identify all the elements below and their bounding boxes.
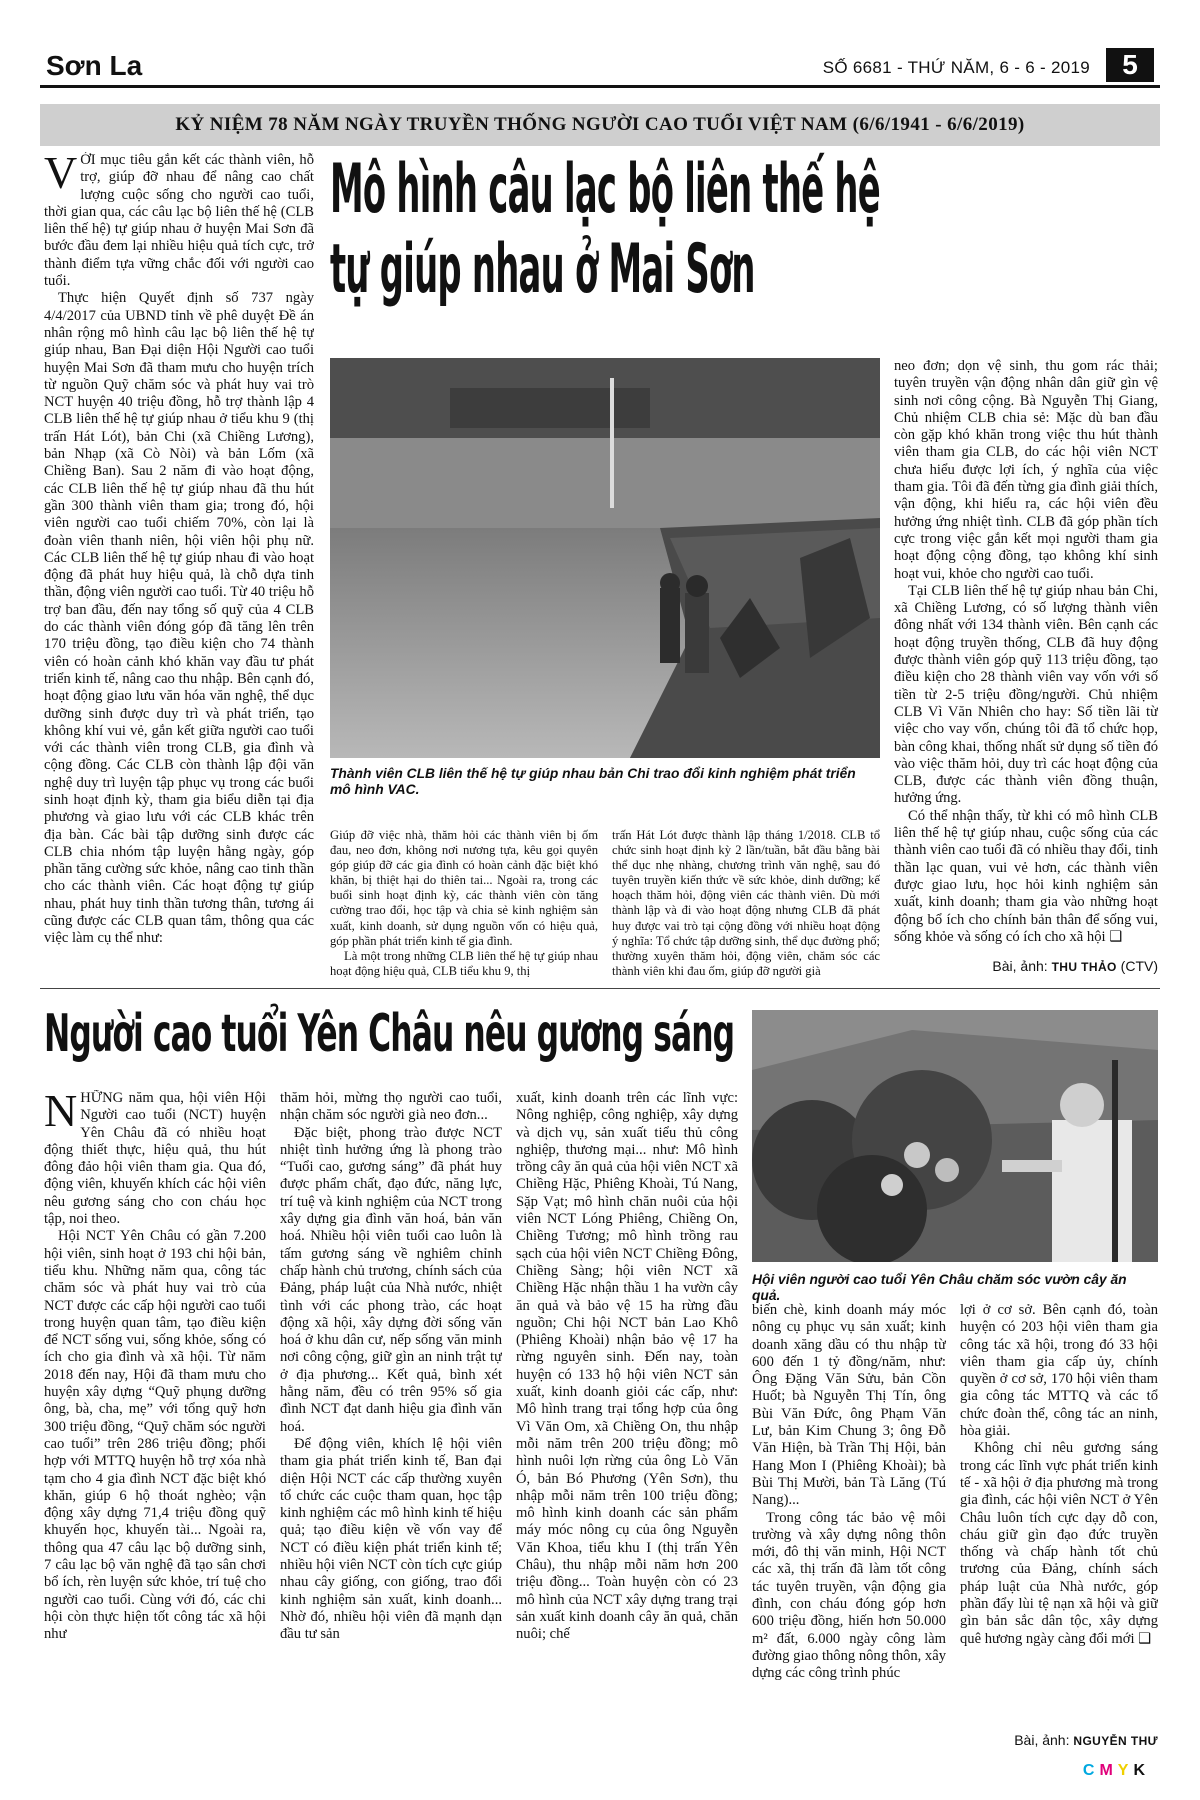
- article2-col1: [44, 1090, 266, 1754]
- title-line: tự giúp nhau ở Mai Sơn: [330, 230, 755, 309]
- paragraph: Trong công tác bảo vệ môi trường và xây dựng nông thôn mới, đô thị văn minh, Hội NCT các xã, thị trấn đã làm tốt công tác tuyên truyền, vận động gia đình, con cháu đóng góp hơn 600 triệu đồng, hiến hơn 50.000 m² đất, 6.000 ngày công làm đường giao thông nông thôn, xây dựng các công trình phúc: [752, 1509, 946, 1682]
- paragraph: Giúp đỡ việc nhà, thăm hỏi các thành viên bị ốm đau, neo đơn, không nơi nương tựa, kêu gọi quyên góp giúp đỡ các gia đình có hoàn cảnh đặc biệt khó khăn, bị thiệt hại do thiên tai... Ngoài ra, trong các buổi sinh hoạt định kỳ, các thành viên còn tăng cường trao đổi, học tập và chia sẻ kinh nghiệm sản xuất, kinh doanh, sử dụng nguồn vốn có hiệu quả, góp phần phát triển kinh tế gia đình.: [330, 828, 598, 948]
- article2-photo: [752, 1010, 1158, 1262]
- paragraph: Đặc biệt, phong trào được NCT nhiệt tình hưởng ứng là phong trào “Tuổi cao, gương sáng” đã phát huy được phẩm chất, đạo đức, năng lực, trí tuệ và kinh nghiệm của NCT trong xây dựng gia đình văn hoá, bản văn hoá. Nhiều hội viên tuổi cao luôn là tấm gương sáng về nghiêm chỉnh chấp hành chủ trương, chính sách của Đảng, pháp luật của Nhà nước, nhiệt tình với các phong trào, các hoạt động xã hội, xây dựng đời sống văn hoá ở khu dân cư, nếp sống văn minh nơi công cộng, giữ gìn an ninh trật tự ở địa phương... Kết quả, bình xét hằng năm, đều có trên 95% số gia đình NCT đạt danh hiệu gia đình văn hoá.: [280, 1124, 502, 1435]
- article2-col3: [516, 1090, 738, 1754]
- cmyk-y: Y: [1117, 1762, 1134, 1779]
- paragraph: biến chè, kinh doanh máy móc nông cụ phục vụ sản xuất; kinh doanh xăng dầu có thu nhập từ 600 đến 1 tỷ đồng/năm, như: Ông Đặng Văn Sửu, bản Cồn Huốt; bà Nguyễn Thị Tín, ông Bùi Văn Đức, ông Phạm Văn Lư, bản Kim Chung 3; ông Đỗ Văn Hiện, bà Trần Thị Hội, bản Hang Mon I (Phiêng Khoài); bà Bùi Thị Mười, bản Tà Lăng (Tú Nang)...: [752, 1302, 946, 1509]
- paragraph: Tại CLB liên thế hệ tự giúp nhau bản Chi, xã Chiềng Lương, có số lượng thành viên đông nhất với 134 thành viên. Bên cạnh các hoạt động truyền thống, CLB đã huy động được thành viên góp quỹ 113 triệu đồng, tạo điều kiện cho 28 thành viên vay vốn với số tiền từ 2-5 triệu đồng/người. Chủ nhiệm CLB Vì Văn Nhiên cho hay: Số tiền lãi từ việc cho vay vốn, chúng tôi đã tổ chức họp, bàn công khai, thống nhất sử dụng số tiền đó vào việc thăm hỏi, duy trì các hoạt động của CLB, được các thành viên đồng thuận, hưởng ứng.: [894, 582, 1158, 807]
- article2-title: Người cao tuổi Yên Châu nêu gương sáng: [44, 1004, 735, 1064]
- byline-author: NGUYỄN THƯ: [1073, 1734, 1158, 1748]
- section-name: Sơn La: [46, 50, 143, 81]
- article1-col3: [612, 828, 880, 978]
- article2-col4: [752, 1302, 946, 1754]
- page-header: [40, 40, 1160, 88]
- title-line: Mô hình câu lạc bộ liên thế hệ: [330, 150, 880, 229]
- cmyk-k: K: [1133, 1762, 1150, 1779]
- cmyk-m: M: [1099, 1762, 1118, 1779]
- paragraph: xuất, kinh doanh trên các lĩnh vực: Nông nghiệp, công nghiệp, xây dựng và dịch vụ, sản xuất tiểu thủ công nghiệp, thương mại... như: Mô hình trồng cây ăn quả của hội viên NCT xã Chiềng Hặc, Phiêng Khoài, Tú Nang, Sặp Vạt; mô hình chăn nuôi của hội viên NCT Lóng Phiêng, Chiềng On, Chiềng Tương; mô hình trồng rau sạch của hội viên NCT Chiềng Đông, Chiềng Sàng; hội viên NCT xã Chiềng Hặc nhận thầu 1 ha vườn cây ăn quả và bảo vệ 15 ha rừng đầu nguồn; Chi hội NCT bản Lao Khô (Phiêng Khoài) nhận bảo vệ 17 ha rừng nguyên sinh. Đến nay, toàn huyện có 133 hộ hội viên NCT sản xuất, kinh doanh giỏi các cấp, như: Mô hình trang trại tổng hợp của ông Vì Văn Om, xã Chiềng On, thu nhập mỗi năm trên 200 triệu đồng; mô hình nuôi lợn rừng của ông Lò Văn Ó, bản Bó Phương (Yên Sơn), thu nhập mỗi năm trên 100 triệu đồng; mô hình kinh doanh các sản phẩm máy móc nông cụ của ông Nguyễn Văn Khoa, tiểu khu I (thị trấn Yên Châu), thu nhập mỗi năm hơn 200 triệu đồng... Toàn huyện còn có 23 mô hình của NCT xây dựng trang trại sản xuất kinh doanh cây ăn quả, chăn nuôi; chế: [516, 1090, 738, 1643]
- paragraph: ỚI mục tiêu gắn kết các thành viên, hỗ trợ, giúp đỡ nhau để nâng cao chất lượng cuộc sống cho người cao tuổi, thời gian qua, các câu lạc bộ liên thế hệ (CLB liên thế hệ) tự giúp nhau ở huyện Mai Sơn đã bước đầu đem lại nhiều hiệu quả tích cực, trở thành điểm tựa vững chắc đối với người cao tuổi.: [44, 152, 314, 290]
- fish-pond-photo: [330, 358, 880, 758]
- paragraph: Là một trong những CLB liên thế hệ tự giúp nhau hoạt động hiệu quả, CLB tiểu khu 9, thị: [330, 948, 598, 978]
- paragraph: thăm hỏi, mừng thọ người cao tuổi, nhận chăm sóc người già neo đơn...: [280, 1090, 502, 1124]
- paragraph: lợi ở cơ sở. Bên cạnh đó, toàn huyện có 203 hội viên tham gia công tác xã hội, trong đó 33 hội viên tham gia cấp ủy, chính quyền ở cơ sở, 170 hội viên tham gia công tác MTTQ và các tổ chức đoàn thể, công tác an ninh, hòa giải.: [960, 1302, 1158, 1440]
- issue-info: SỐ 6681 - THỨ NĂM, 6 - 6 - 2019: [822, 58, 1090, 77]
- paragraph: Hội NCT Yên Châu có gần 7.200 hội viên, sinh hoạt ở 193 chi hội bản, tiểu khu. Những năm qua, công tác chăm sóc và phát huy vai trò của NCT được các cấp hội người cao tuổi trong huyện quan tâm, tạo điều kiện để NCT sống vui, sống khỏe, sống có ích cho gia đình và xã hội. Từ năm 2018 đến nay, Hội đã tham mưu cho huyện xây dựng “Quỹ phụng dưỡng ông, bà, cha, mẹ” với tổng quỹ hơn 300 triệu đồng, “Quỹ chăm sóc người cao tuổi” trên 286 triệu đồng; phối hợp với MTTQ huyện hỗ trợ xóa nhà tạm cho 4 gia đình NCT đặc biệt khó khăn, giúp 6 hộ thoát nghèo; vận động xây dựng 71,4 triệu đồng quỹ khuyến học, khuyến tài... Ngoài ra, thông qua 47 câu lạc bộ dưỡng sinh, 7 câu lạc bộ văn nghệ đã tạo sân chơi bổ ích, rèn luyện sức khỏe, trí tuệ cho người cao tuổi. Cùng với đó, các chi hội còn thực hiện tốt công tác xã hội như: [44, 1228, 266, 1643]
- byline-suffix: (CTV): [1120, 958, 1158, 974]
- paragraph: Để động viên, khích lệ hội viên tham gia phát triển kinh tế, Ban đại diện Hội NCT các cấp thường xuyên tổ chức các cuộc tham quan, học tập kinh nghiệm các mô hình kinh tế hiệu quả; tạo điều kiện về vốn vay để NCT có điều kiện phát triển kinh tế; nhiều hội viên NCT còn tích cực giúp nhau cây giống, con giống, trao đổi kinh nghiệm sản xuất, kinh doanh... Nhờ đó, nhiều hội viên đã mạnh dạn đầu tư sản: [280, 1435, 502, 1643]
- divider: [40, 988, 1160, 989]
- drop-cap: V: [44, 152, 78, 198]
- article1-title: [330, 150, 880, 310]
- article1-col1: [44, 152, 314, 972]
- byline-author: THU THẢO: [1051, 960, 1117, 974]
- article1-col4: [894, 358, 1158, 956]
- paragraph: Có thể nhận thấy, từ khi có mô hình CLB liên thế hệ tự giúp nhau, cuộc sống của các thành viên cao tuổi đã có nhiều thay đổi, tinh thần lạc quan, vui vẻ hơn, các thành viên được giao lưu, học hỏi kinh nghiệm sản xuất, kinh doanh; tham gia vào những hoạt động bổ ích cho chính bản thân để sống vui, sống khỏe và sống có ích cho xã hội ❑: [894, 807, 1158, 945]
- article1-photo: [330, 358, 880, 758]
- paragraph: trấn Hát Lót được thành lập tháng 1/2018. CLB tổ chức sinh hoạt định kỳ 2 lần/tuần, bắt đầu bằng bài thể dục nhẹ nhàng, chương trình văn nghệ, sau đó tuyên truyền kiến thức về sức khỏe, dinh dưỡng; kế hoạch thăm hỏi, động viên các thành viên. Dù mới thành lập và đi vào hoạt động nhưng CLB đã phát huy được vai trò tại cộng đồng với nhiều hoạt động ý nghĩa: Tổ chức tập dưỡng sinh, thể dục đường phố; thường xuyên thăm hỏi, động viên, chăm sóc các thành viên khi đau ốm, giúp đỡ người già: [612, 828, 880, 978]
- article2-photo-caption: Hội viên người cao tuổi Yên Châu chăm sóc vườn cây ăn quả.: [752, 1272, 1127, 1303]
- byline-prefix: Bài, ảnh:: [992, 958, 1048, 974]
- paragraph: HỮNG năm qua, hội viên Hội Người cao tuổi (NCT) huyện Yên Châu đã có nhiều hoạt động thiết thực, hiệu quả, thu hút đông đảo hội viên tham gia. Qua đó, động viên, khuyến khích các hội viên nêu gương sáng cho con cháu học tập, noi theo.: [44, 1090, 266, 1228]
- paragraph: Không chỉ nêu gương sáng trong các lĩnh vực phát triển kinh tế - xã hội ở địa phương mà trong gia đình, các hội viên NCT ở Yên Châu luôn tích cực dạy dỗ con, cháu giữ gìn đạo đức truyền thống và chấp hành tốt chủ trương của Đảng, chính sách pháp luật của Nhà nước, góp phần đẩy lùi tệ nạn xã hội và giữ gìn bản sắc dân tộc, xây dựng quê hương ngày càng đổi mới ❑: [960, 1440, 1158, 1647]
- paragraph: neo đơn; dọn vệ sinh, thu gom rác thải; tuyên truyền vận động nhân dân giữ gìn vệ sinh nơi công cộng. Bà Nguyễn Thị Giang, Chủ nhiệm CLB chia sẻ: Mặc dù ban đầu còn gặp khó khăn trong việc thu hút thành viên tham gia CLB, do các hội viên NCT chưa hiểu được lợi ích, ý nghĩa của việc tham gia. Tôi đã đến từng gia đình giải thích, vận động, khi hiểu ra, các hội viên đều hưởng ứng nhiệt tình. CLB đã góp phần tích cực trong việc gắn kết mọi người tham gia hoạt động cộng đồng, tạo không khí sinh hoạt vui, khỏe cho người cao tuổi.: [894, 358, 1158, 582]
- anniversary-banner: KỶ NIỆM 78 NĂM NGÀY TRUYỀN THỐNG NGƯỜI CAO TUỔI VIỆT NAM (6/6/1941 - 6/6/2019): [40, 104, 1160, 146]
- cmyk-c: C: [1082, 1762, 1100, 1779]
- article1-col2: [330, 828, 598, 978]
- article1-photo-caption: Thành viên CLB liên thế hệ tự giúp nhau bản Chi trao đổi kinh nghiệm phát triển mô hình VAC.: [330, 766, 856, 797]
- article2-col2: [280, 1090, 502, 1754]
- page-number: 5: [1106, 48, 1154, 82]
- orchard-photo: [752, 1010, 1158, 1262]
- cmyk-mark: [1083, 1762, 1150, 1780]
- byline-prefix: Bài, ảnh:: [1014, 1732, 1070, 1748]
- paragraph: Thực hiện Quyết định số 737 ngày 4/4/2017 của UBND tỉnh về phê duyệt Đề án nhân rộng mô hình câu lạc bộ liên thế hệ tự giúp nhau, Ban Đại diện Hội Người cao tuổi huyện Mai Sơn đã tham mưu cho huyện trích từ nguồn Quỹ chăm sóc và phát huy vai trò NCT huyện 40 triệu đồng, hỗ trợ thành lập 4 CLB liên thế hệ tự giúp nhau ở tiểu khu 9 (thị trấn Hát Lót), bản Chi (xã Chiềng Lương), bản Nhạp (xã Cò Nòi) và bản Lốm (xã Chiềng Ban). Sau 2 năm đi vào hoạt động, các CLB liên thế hệ tự giúp nhau đã thu hút gần 300 thành viên tham gia; trong đó, hội viên người cao tuổi chiếm 70%, còn lại là đoàn viên thanh niên, hội viên hội phụ nữ. Các CLB liên thế hệ tự giúp nhau đi vào hoạt động đã phát huy hiệu quả, là chỗ dựa tinh thần, động viên người cao tuổi. Từ 40 triệu hỗ trợ ban đầu, đến nay tổng số quỹ của 4 CLB do các thành viên đóng góp đã tăng lên trên 170 triệu đồng, tạo điều kiện cho 74 thành viên có hoàn cảnh khó khăn vay đầu tư phát triển kinh tế, nâng cao thu nhập. Bên cạnh đó, hoạt động giao lưu văn hóa văn nghệ, thể dục dưỡng sinh được duy trì và phát triển, tạo không khí vui vẻ, gắn kết giữa người cao tuổi với các thành viên trong CLB, gia đình và cộng đồng. Các CLB còn thành lập đội văn nghệ duy trì luyện tập phục vụ trong các buổi sinh hoạt định kỳ, tham gia biểu diễn tại địa phương và giao lưu với các CLB khác trên địa bàn. Các bài tập dưỡng sinh được các CLB chia nhóm tập luyện hằng ngày, góp phần tăng cường sức khỏe, nâng cao tinh thần cho các thành viên. Các hoạt động tự giúp nhau, phát huy tinh thần tương thân, tương ái cũng được các CLB quan tâm, thông qua các việc làm cụ thể như:: [44, 290, 314, 947]
- drop-cap: N: [44, 1090, 78, 1136]
- article2-byline: [960, 1732, 1158, 1748]
- article2-col5: [960, 1302, 1158, 1730]
- article1-byline: [894, 958, 1158, 974]
